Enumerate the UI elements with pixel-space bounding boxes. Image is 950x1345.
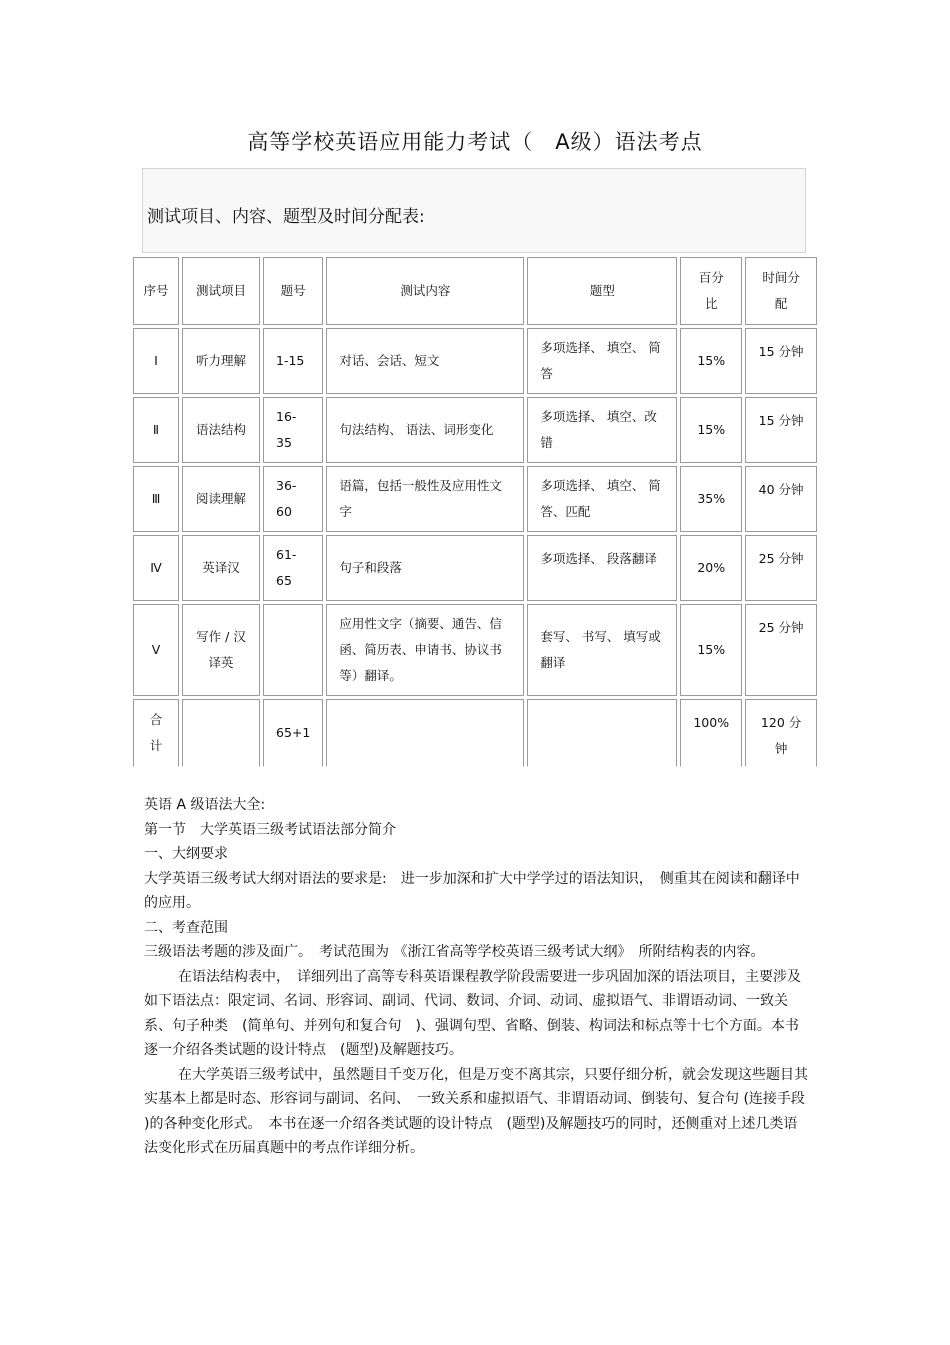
table-cell: 对话、会话、短文 bbox=[326, 328, 524, 394]
paragraph: 在语法结构表中， 详细列出了高等专科英语课程教学阶段需要进一步巩固加深的语法项目，主要涉及如下语法点：限定词、名词、形容词、副词、代词、数词、介词、动词、虚拟语气、非谓语动词、一致关系、句子种类 (简单句、并列句和复合句 )、强调句型、省略、倒装、构词法和标点等十七个方面。本书逐一介绍各类试题的设计特点 (题型)及解题技巧。 bbox=[144, 968, 801, 1058]
header-cell: 时间分配 bbox=[745, 257, 817, 325]
table-cell: Ⅱ bbox=[133, 397, 179, 463]
table-cell: 语法结构 bbox=[182, 397, 260, 463]
table-cell: 25 分钟 bbox=[745, 535, 817, 601]
table-cell: 100% bbox=[680, 699, 742, 767]
table-cell: 合计 bbox=[133, 699, 179, 767]
table-cell: 英译汉 bbox=[182, 535, 260, 601]
table-cell: 16-35 bbox=[263, 397, 323, 463]
table-cell: 65+1 bbox=[263, 699, 323, 767]
table-cell: 写作 / 汉译英 bbox=[182, 604, 260, 696]
section-heading: 第一节 大学英语三级考试语法部分简介 bbox=[144, 821, 396, 838]
table-cell: 听力理解 bbox=[182, 328, 260, 394]
table-cell: 多项选择、 填空、改错 bbox=[527, 397, 677, 463]
table-cell: 40 分钟 bbox=[745, 466, 817, 532]
table-row bbox=[133, 535, 817, 601]
header-cell: 百分比 bbox=[680, 257, 742, 325]
table-cell: 120 分钟 bbox=[745, 699, 817, 767]
table-cell bbox=[326, 699, 524, 767]
table-row bbox=[133, 328, 817, 394]
table-row bbox=[133, 397, 817, 463]
table-cell: 15 分钟 bbox=[745, 328, 817, 394]
table-cell: 句子和段落 bbox=[326, 535, 524, 601]
paragraph: 三级语法考题的涉及面广。 考试范围为 《浙江省高等学校英语三级考试大纲》 所附结构表的内容。 bbox=[144, 944, 765, 960]
header-cell: 题型 bbox=[527, 257, 677, 325]
section-heading: 一、大纲要求 bbox=[144, 846, 228, 862]
header-cell: 序号 bbox=[133, 257, 179, 325]
table-cell: 35% bbox=[680, 466, 742, 532]
table-cell: 61-65 bbox=[263, 535, 323, 601]
table-cell: 36-60 bbox=[263, 466, 323, 532]
table-cell: 句法结构、 语法、词形变化 bbox=[326, 397, 524, 463]
table-cell bbox=[182, 699, 260, 767]
table-cell: 15 分钟 bbox=[745, 397, 817, 463]
table-cell: 15% bbox=[680, 604, 742, 696]
table-cell: 1-15 bbox=[263, 328, 323, 394]
table-cell: Ⅰ bbox=[133, 328, 179, 394]
section-heading: 英语 A 级语法大全: bbox=[144, 797, 266, 813]
table-cell: 阅读理解 bbox=[182, 466, 260, 532]
table-cell: 20% bbox=[680, 535, 742, 601]
paragraph: 在大学英语三级考试中，虽然题目千变万化，但是万变不离其宗，只要仔细分析，就会发现这些题目其实基本上都是时态、形容词与副词、名问、 一致关系和虚拟语气、非谓语动词、倒装句、复合句 (连接手段 )的各种变化形式。 本书在逐一介绍各类试题的设计特点 (题型)及解题技巧的同时，还侧重对上述几类语法变化形式在历届真题中的考点作详细分析。 bbox=[144, 1066, 808, 1156]
table-caption: 测试项目、内容、题型及时间分配表: bbox=[147, 207, 425, 227]
document-body bbox=[144, 793, 808, 1161]
table-cell bbox=[263, 604, 323, 696]
table-cell: Ⅳ bbox=[133, 535, 179, 601]
table-header-row bbox=[133, 257, 817, 325]
table-cell: Ⅲ bbox=[133, 466, 179, 532]
paragraph: 大学英语三级考试大纲对语法的要求是: 进一步加深和扩大中学学过的语法知识， 侧重其在阅读和翻译中的应用。 bbox=[144, 870, 800, 911]
table-cell bbox=[527, 699, 677, 767]
table-cell: 15% bbox=[680, 397, 742, 463]
table-row bbox=[133, 466, 817, 532]
table-cell: 语篇，包括一般性及应用性文字 bbox=[326, 466, 524, 532]
table-row bbox=[133, 604, 817, 696]
table-cell: 多项选择、 填空、 简答 bbox=[527, 328, 677, 394]
header-cell: 题号 bbox=[263, 257, 323, 325]
table-cell: 应用性文字（摘要、通告、信函、简历表、申请书、协议书等）翻译。 bbox=[326, 604, 524, 696]
header-cell: 测试项目 bbox=[182, 257, 260, 325]
table-cell: 套写、 书写、 填写或翻译 bbox=[527, 604, 677, 696]
table-cell: 25 分钟 bbox=[745, 604, 817, 696]
header-cell: 测试内容 bbox=[326, 257, 524, 325]
table-cell: 15% bbox=[680, 328, 742, 394]
section-heading: 二、考查范围 bbox=[144, 919, 228, 936]
table-cell: 多项选择、 填空、 简答、匹配 bbox=[527, 466, 677, 532]
table-caption-box bbox=[142, 168, 806, 253]
table-cell: 多项选择、 段落翻译 bbox=[527, 535, 677, 601]
table-cell: Ⅴ bbox=[133, 604, 179, 696]
table-total-row bbox=[133, 699, 817, 767]
test-allocation-table bbox=[130, 254, 820, 770]
document-title: 高等学校英语应用能力考试（ A级）语法考点 bbox=[247, 130, 703, 154]
